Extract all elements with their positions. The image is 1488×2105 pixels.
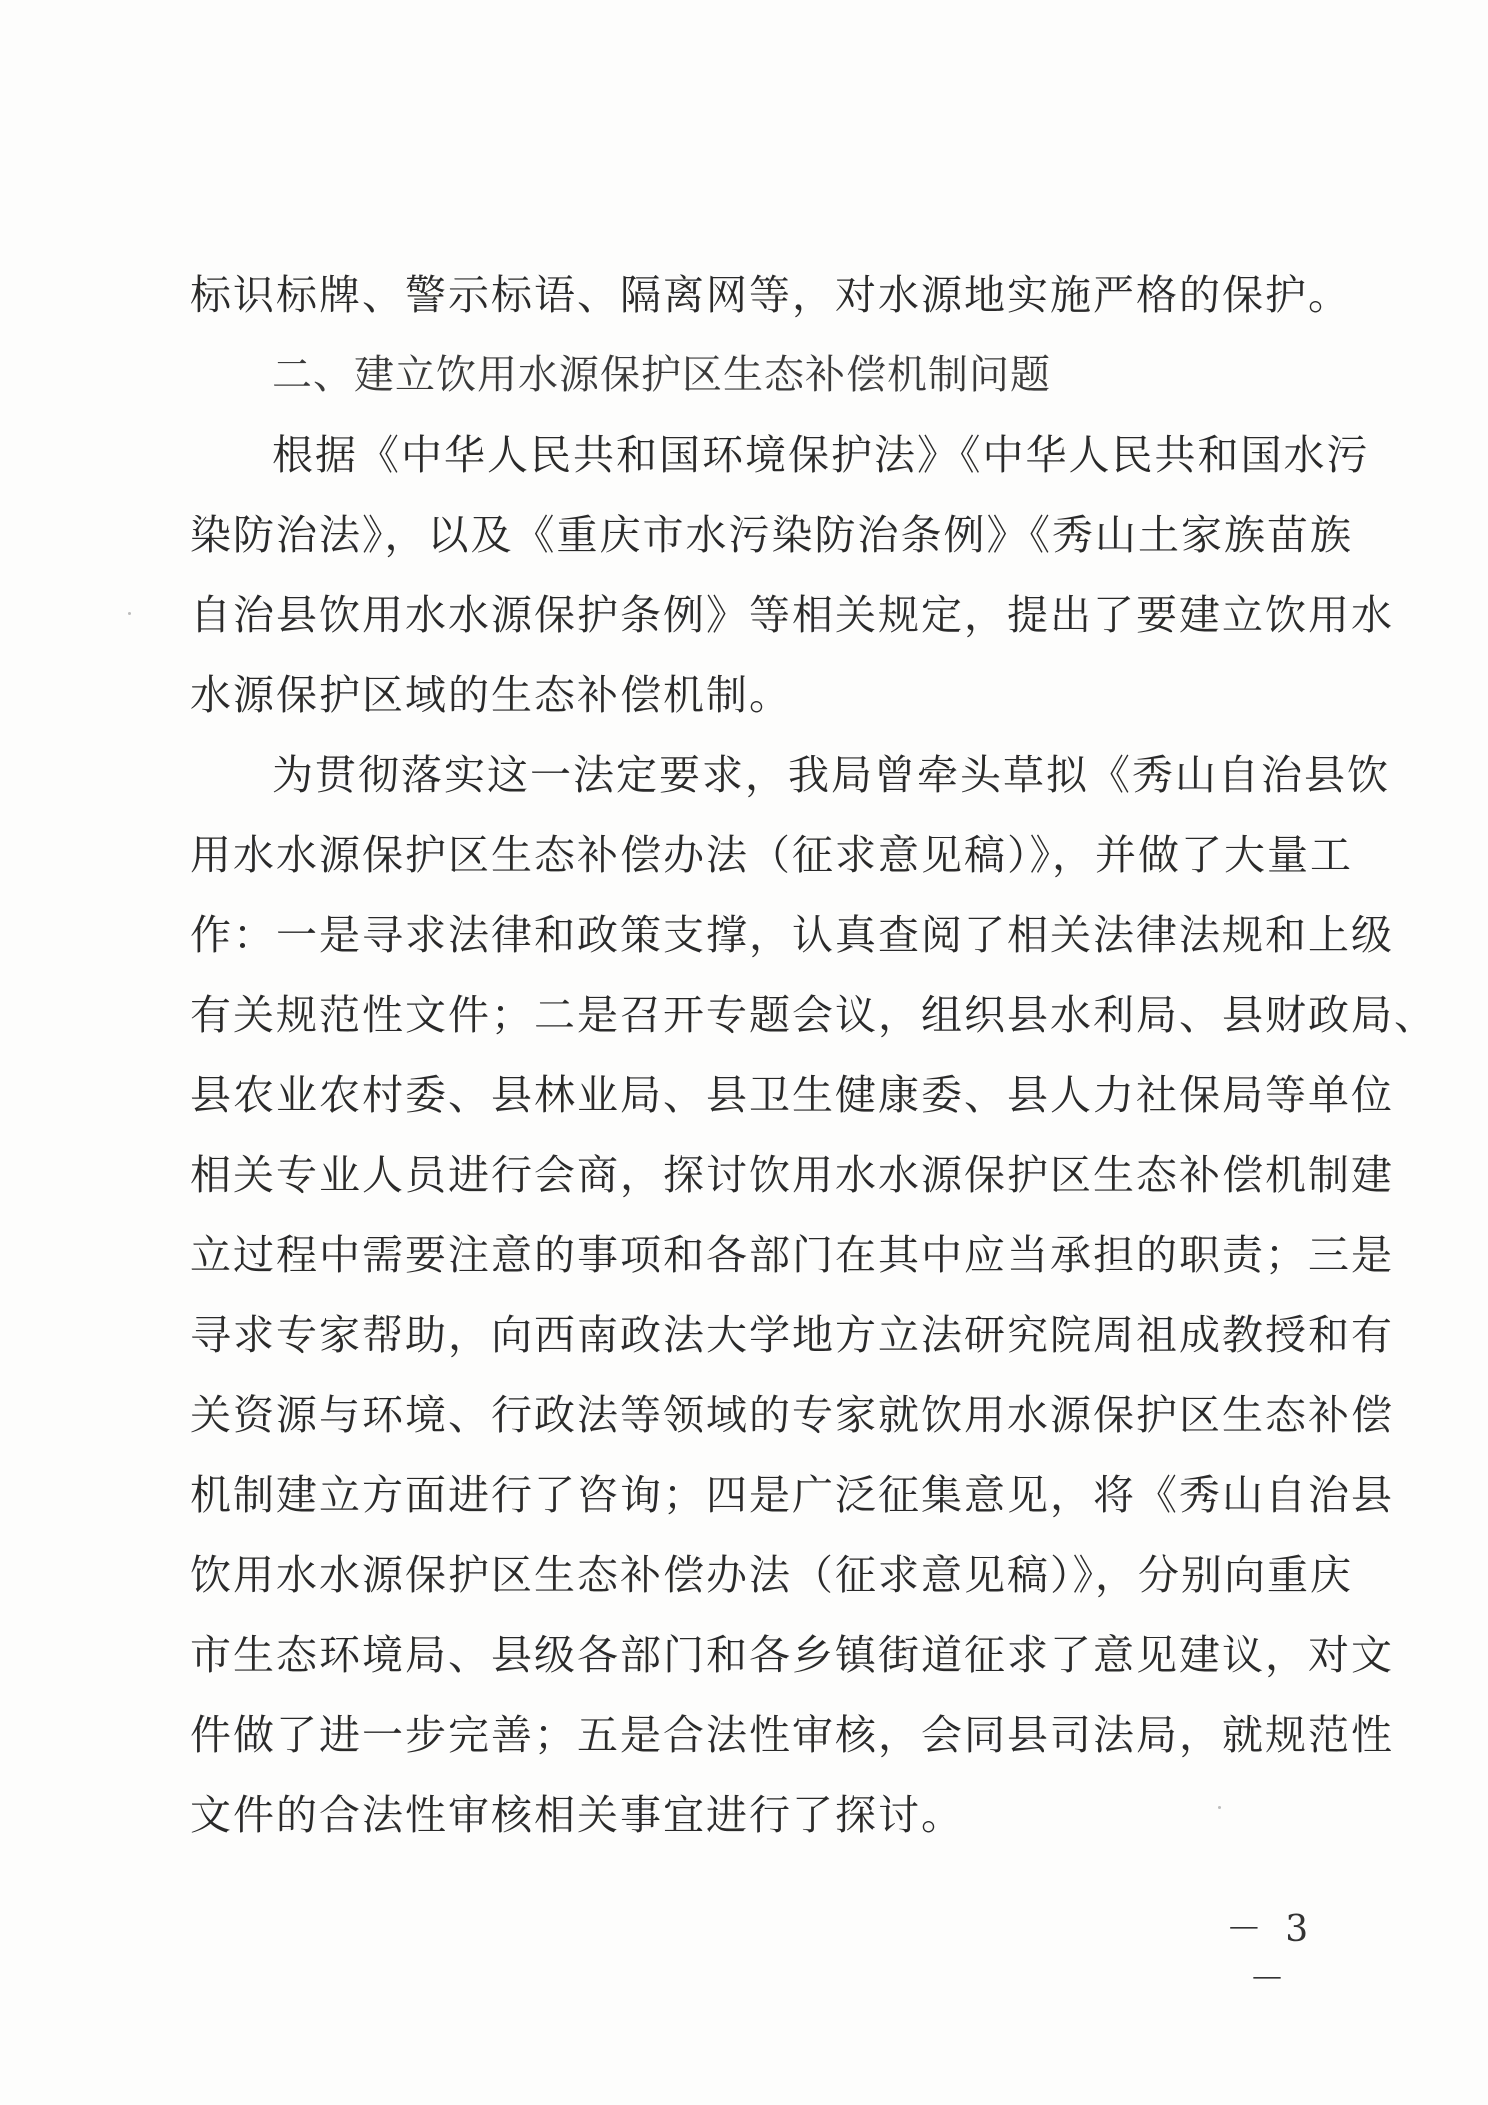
text-line: 自治县饮用水水源保护条例》等相关规定，提出了要建立饮用水 bbox=[190, 591, 1394, 639]
text-line: 相关专业人员进行会商，探讨饮用水水源保护区生态补偿机制建 bbox=[190, 1151, 1394, 1199]
section-heading: 二、建立饮用水源保护区生态补偿机制问题 bbox=[272, 352, 1051, 398]
scan-speck bbox=[128, 612, 131, 615]
text-line: 用水水源保护区生态补偿办法（征求意见稿）》，并做了大量工 bbox=[190, 831, 1353, 879]
text-line: 作：一是寻求法律和政策支撑，认真查阅了相关法律法规和上级 bbox=[190, 911, 1394, 959]
text-line: 寻求专家帮助，向西南政法大学地方立法研究院周祖成教授和有 bbox=[190, 1311, 1394, 1359]
text-line: 为贯彻落实这一法定要求，我局曾牵头草拟《秀山自治县饮 bbox=[272, 751, 1390, 799]
text-line: 机制建立方面进行了咨询；四是广泛征集意见，将《秀山自治县 bbox=[190, 1471, 1394, 1519]
text-line: 文件的合法性审核相关事宜进行了探讨。 bbox=[190, 1791, 964, 1839]
text-line: 水源保护区域的生态补偿机制。 bbox=[190, 671, 792, 719]
text-line: 有关规范性文件；二是召开专题会议，组织县水利局、县财政局、 bbox=[190, 991, 1437, 1039]
text-line: 市生态环境局、县级各部门和各乡镇街道征求了意见建议，对文 bbox=[190, 1631, 1394, 1679]
text-line: 根据《中华人民共和国环境保护法》《中华人民共和国水污 bbox=[272, 431, 1370, 479]
text-line: 县农业农村委、县林业局、县卫生健康委、县人力社保局等单位 bbox=[190, 1071, 1394, 1119]
scan-speck bbox=[1218, 1806, 1221, 1809]
text-line: 立过程中需要注意的事项和各部门在其中应当承担的职责；三是 bbox=[190, 1231, 1394, 1279]
text-line: 关资源与环境、行政法等领域的专家就饮用水源保护区生态补偿 bbox=[190, 1391, 1394, 1439]
page-number: － 3 － bbox=[1225, 1909, 1315, 2000]
text-line: 标识标牌、警示标语、隔离网等，对水源地实施严格的保护。 bbox=[190, 271, 1351, 319]
text-line: 染防治法》，以及《重庆市水污染防治条例》《秀山土家族苗族 bbox=[190, 511, 1353, 559]
text-line: 件做了进一步完善；五是合法性审核，会同县司法局，就规范性 bbox=[190, 1711, 1394, 1759]
text-line: 饮用水水源保护区生态补偿办法（征求意见稿）》，分别向重庆 bbox=[190, 1551, 1353, 1599]
